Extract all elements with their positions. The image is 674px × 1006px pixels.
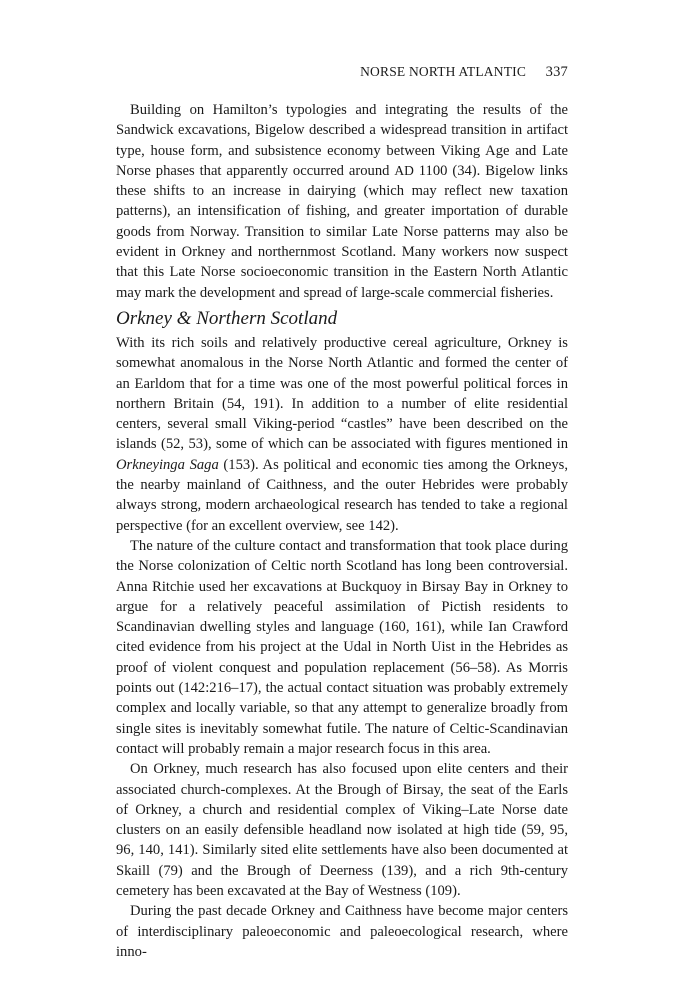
paragraph: With its rich soils and relatively productive cereal agriculture, Orkney is somewhat anomalous in the Norse North Atlantic and formed the center of an Earldom that for a time was one of the most powerful political forces in northern Britain (54, 191). In addition to a number of elite residential centers, several small Viking-period “castles” have been described on the islands (52, 53), some of which can be associated with figures mentioned in Orkneyinga Saga (153). As political and economic ties among the Orkneys, the nearby mainland of Caithness, and the outer Hebrides were probably always strong, modern archaeological research has tended to take a regional perspective (for an excellent overview, see 142). — [116, 334, 569, 534]
body-text — [116, 100, 568, 962]
paragraph: During the past decade Orkney and Caithness have become major centers of interdisciplinary paleoeconomic and paleoecological research, where inno- — [116, 903, 568, 960]
section-heading: Orkney & Northern Scotland — [116, 307, 338, 329]
italic-title: Orkneyinga Saga — [116, 456, 219, 473]
running-head-title: NORSE NORTH ATLANTIC — [360, 64, 527, 79]
era-abbreviation: AD — [394, 162, 414, 178]
running-head — [116, 64, 568, 81]
paragraph: Building on Hamilton’s typologies and integrating the results of the Sandwick excavations, Bigelow described a widespread transition in artifact type, house form, and subsistence economy between Viking Age and Late Norse phases that apparently occurred around AD 1100 (34). Bigelow links these shifts to an increase in dairying (which may reflect new taxation patterns), an intensification of fishing, and greater importation of durable goods from Norway. Transition to similar Late Norse patterns may also be evident in Orkney and northernmost Scotland. Many workers now suspect that this Late Norse socioeconomic transition in the Eastern North Atlantic may mark the development and spread of large-scale commercial fisheries. — [116, 102, 568, 301]
paragraph: On Orkney, much research has also focused upon elite centers and their associated church-complexes. At the Brough of Birsay, the seat of the Earls of Orkney, a church and residential complex of Viking–Late Norse date clusters on an easily defensible headland now isolated at high tide (59, 95, 96, 140, 141). Similarly sited elite settlements have also been documented at Skaill (79) and the Brough of Deerness (139), and a rich 9th-century cemetery has been excavated at the Bay of Westness (109). — [116, 761, 568, 899]
page-number: 337 — [545, 64, 568, 80]
paragraph: The nature of the culture contact and transformation that took place during the Norse colonization of Celtic north Scotland has long been controversial. Anna Ritchie used her excavations at Buckquoy in Birsay Bay in Orkney to argue for a relatively peaceful assimilation of Pictish residents to Scandinavian dwelling styles and language (160, 161), while Ian Crawford cited evidence from his project at the Udal in North Uist in the Hebrides as proof of violent conquest and population replacement (56–58). As Morris points out (142:216–17), the actual contact situation was probably extremely complex and locally variable, so that any attempt to generalize broadly from single sites is inevitably somewhat futile. The nature of Celtic-Scandinavian contact will probably remain a major research focus in this area. — [116, 537, 568, 757]
